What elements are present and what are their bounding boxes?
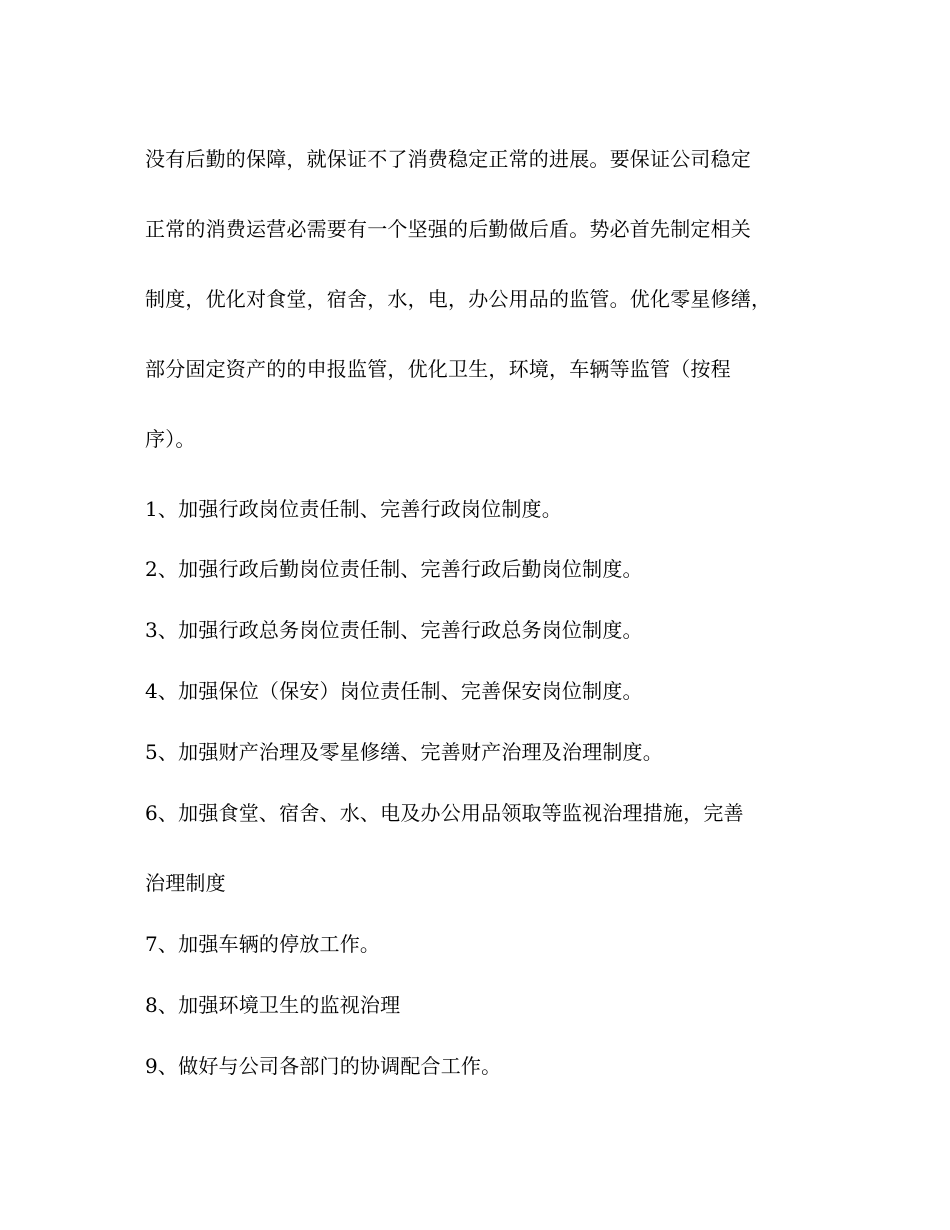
list-item-6-continuation: 治理制度 (145, 871, 226, 895)
paragraph-line-5: 序）。 (145, 427, 196, 451)
list-item-3: 3、加强行政总务岗位责任制、完善行政总务岗位制度。 (145, 618, 643, 642)
paragraph-line-3: 制度，优化对食堂，宿舍，水，电，办公用品的监管。优化零星修缮， (145, 287, 772, 311)
list-item-2: 2、加强行政后勤岗位责任制、完善行政后勤岗位制度。 (145, 557, 643, 581)
list-item-4: 4、加强保位（保安）岗位责任制、完善保安岗位制度。 (145, 679, 643, 703)
paragraph-line-2: 正常的消费运营必需要有一个坚强的后勤做后盾。势必首先制定相关 (145, 217, 751, 241)
list-item-9: 9、做好与公司各部门的协调配合工作。 (145, 1054, 502, 1078)
paragraph-line-1: 没有后勤的保障，就保证不了消费稳定正常的进展。要保证公司稳定 (145, 147, 751, 171)
paragraph-line-4: 部分固定资产的的申报监管，优化卫生，环境，车辆等监管（按程 (145, 357, 731, 381)
list-item-7: 7、加强车辆的停放工作。 (145, 932, 381, 956)
list-item-6: 6、加强食堂、宿舍、水、电及办公用品领取等监视治理措施，完善 (145, 801, 744, 825)
list-item-5: 5、加强财产治理及零星修缮、完善财产治理及治理制度。 (145, 740, 663, 764)
list-item-8: 8、加强环境卫生的监视治理 (145, 993, 401, 1017)
list-item-1: 1、加强行政岗位责任制、完善行政岗位制度。 (145, 497, 562, 521)
